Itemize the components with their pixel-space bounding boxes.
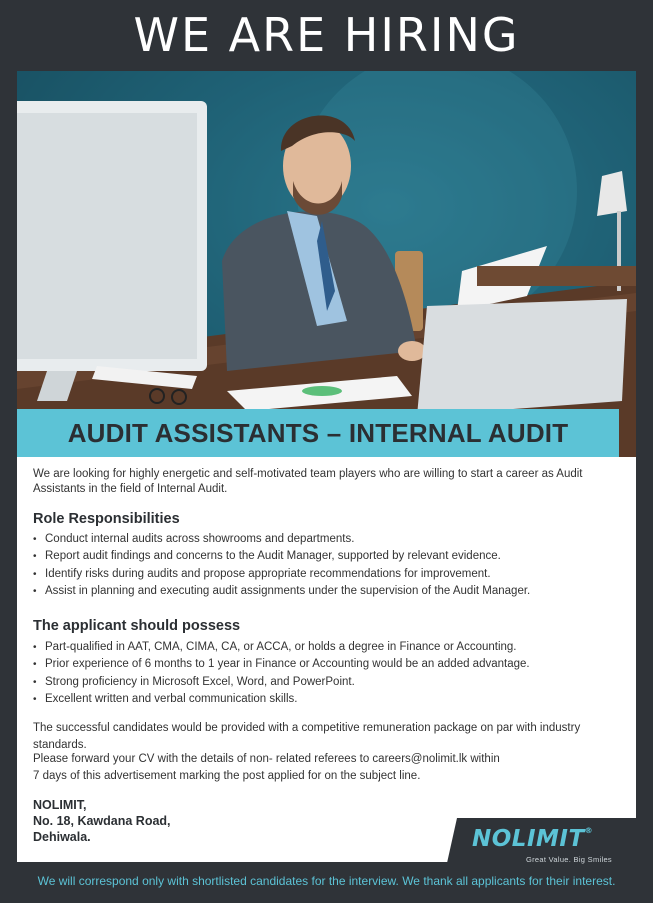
- list-item: • Identify risks during audits and propose appropriate recommendations for improvement.: [33, 566, 623, 583]
- responsibilities-heading: Role Responsibilities: [33, 511, 180, 527]
- registered-mark: ®: [584, 826, 594, 835]
- list-item: • Part-qualified in AAT, CMA, CIMA, CA, or ACCA, or holds a degree in Finance or Accounting.: [33, 639, 623, 656]
- address-line: No. 18, Kawdana Road,: [33, 814, 171, 828]
- list-item: • Prior experience of 6 months to 1 year in Finance or Accounting would be an added advantage.: [33, 656, 623, 673]
- address-line: Dehiwala.: [33, 830, 91, 844]
- remuneration-paragraph: The successful candidates would be provided with a competitive remuneration package on par with industry standards.: [33, 722, 581, 751]
- apply-line-2: 7 days of this advertisement marking the post applied for on the subject line.: [33, 770, 421, 782]
- job-title: AUDIT ASSISTANTS – INTERNAL AUDIT: [67, 417, 569, 448]
- list-item: • Excellent written and verbal communication skills.: [33, 691, 623, 708]
- responsibilities-list: [33, 531, 623, 600]
- requirements-list: [33, 639, 623, 708]
- brand-logo: [472, 826, 593, 852]
- footer-note: We will correspond only with shortlisted candidates for the interview. We thank all applicants for their interest.: [37, 874, 616, 888]
- brand-tagline: Great Value. Big Smiles: [526, 855, 612, 864]
- address-line: NOLIMIT,: [33, 798, 87, 812]
- requirements-heading: The applicant should possess: [33, 618, 241, 634]
- apply-line-1: Please forward your CV with the details of non- related referees to careers@nolimit.lk within: [33, 753, 500, 765]
- photo-illustration: [17, 71, 636, 459]
- brand-name: NOLIMIT: [472, 826, 585, 852]
- company-address: [33, 797, 171, 845]
- job-title-banner: [17, 409, 619, 457]
- list-item: • Assist in planning and executing audit assignments under the supervision of the Audit Manager.: [33, 583, 623, 600]
- list-item: • Conduct internal audits across showrooms and departments.: [33, 531, 623, 548]
- office-worker-photo: [17, 71, 636, 459]
- hiring-headline: WE ARE HIRING: [133, 8, 520, 62]
- job-description-panel: [17, 457, 636, 862]
- intro-paragraph: We are looking for highly energetic and self-motivated team players who are willing to start a career as Audit Assistants in the field of Internal Audit.: [33, 468, 583, 495]
- list-item: • Report audit findings and concerns to the Audit Manager, supported by relevant evidence.: [33, 548, 623, 565]
- list-item: • Strong proficiency in Microsoft Excel, Word, and PowerPoint.: [33, 674, 623, 691]
